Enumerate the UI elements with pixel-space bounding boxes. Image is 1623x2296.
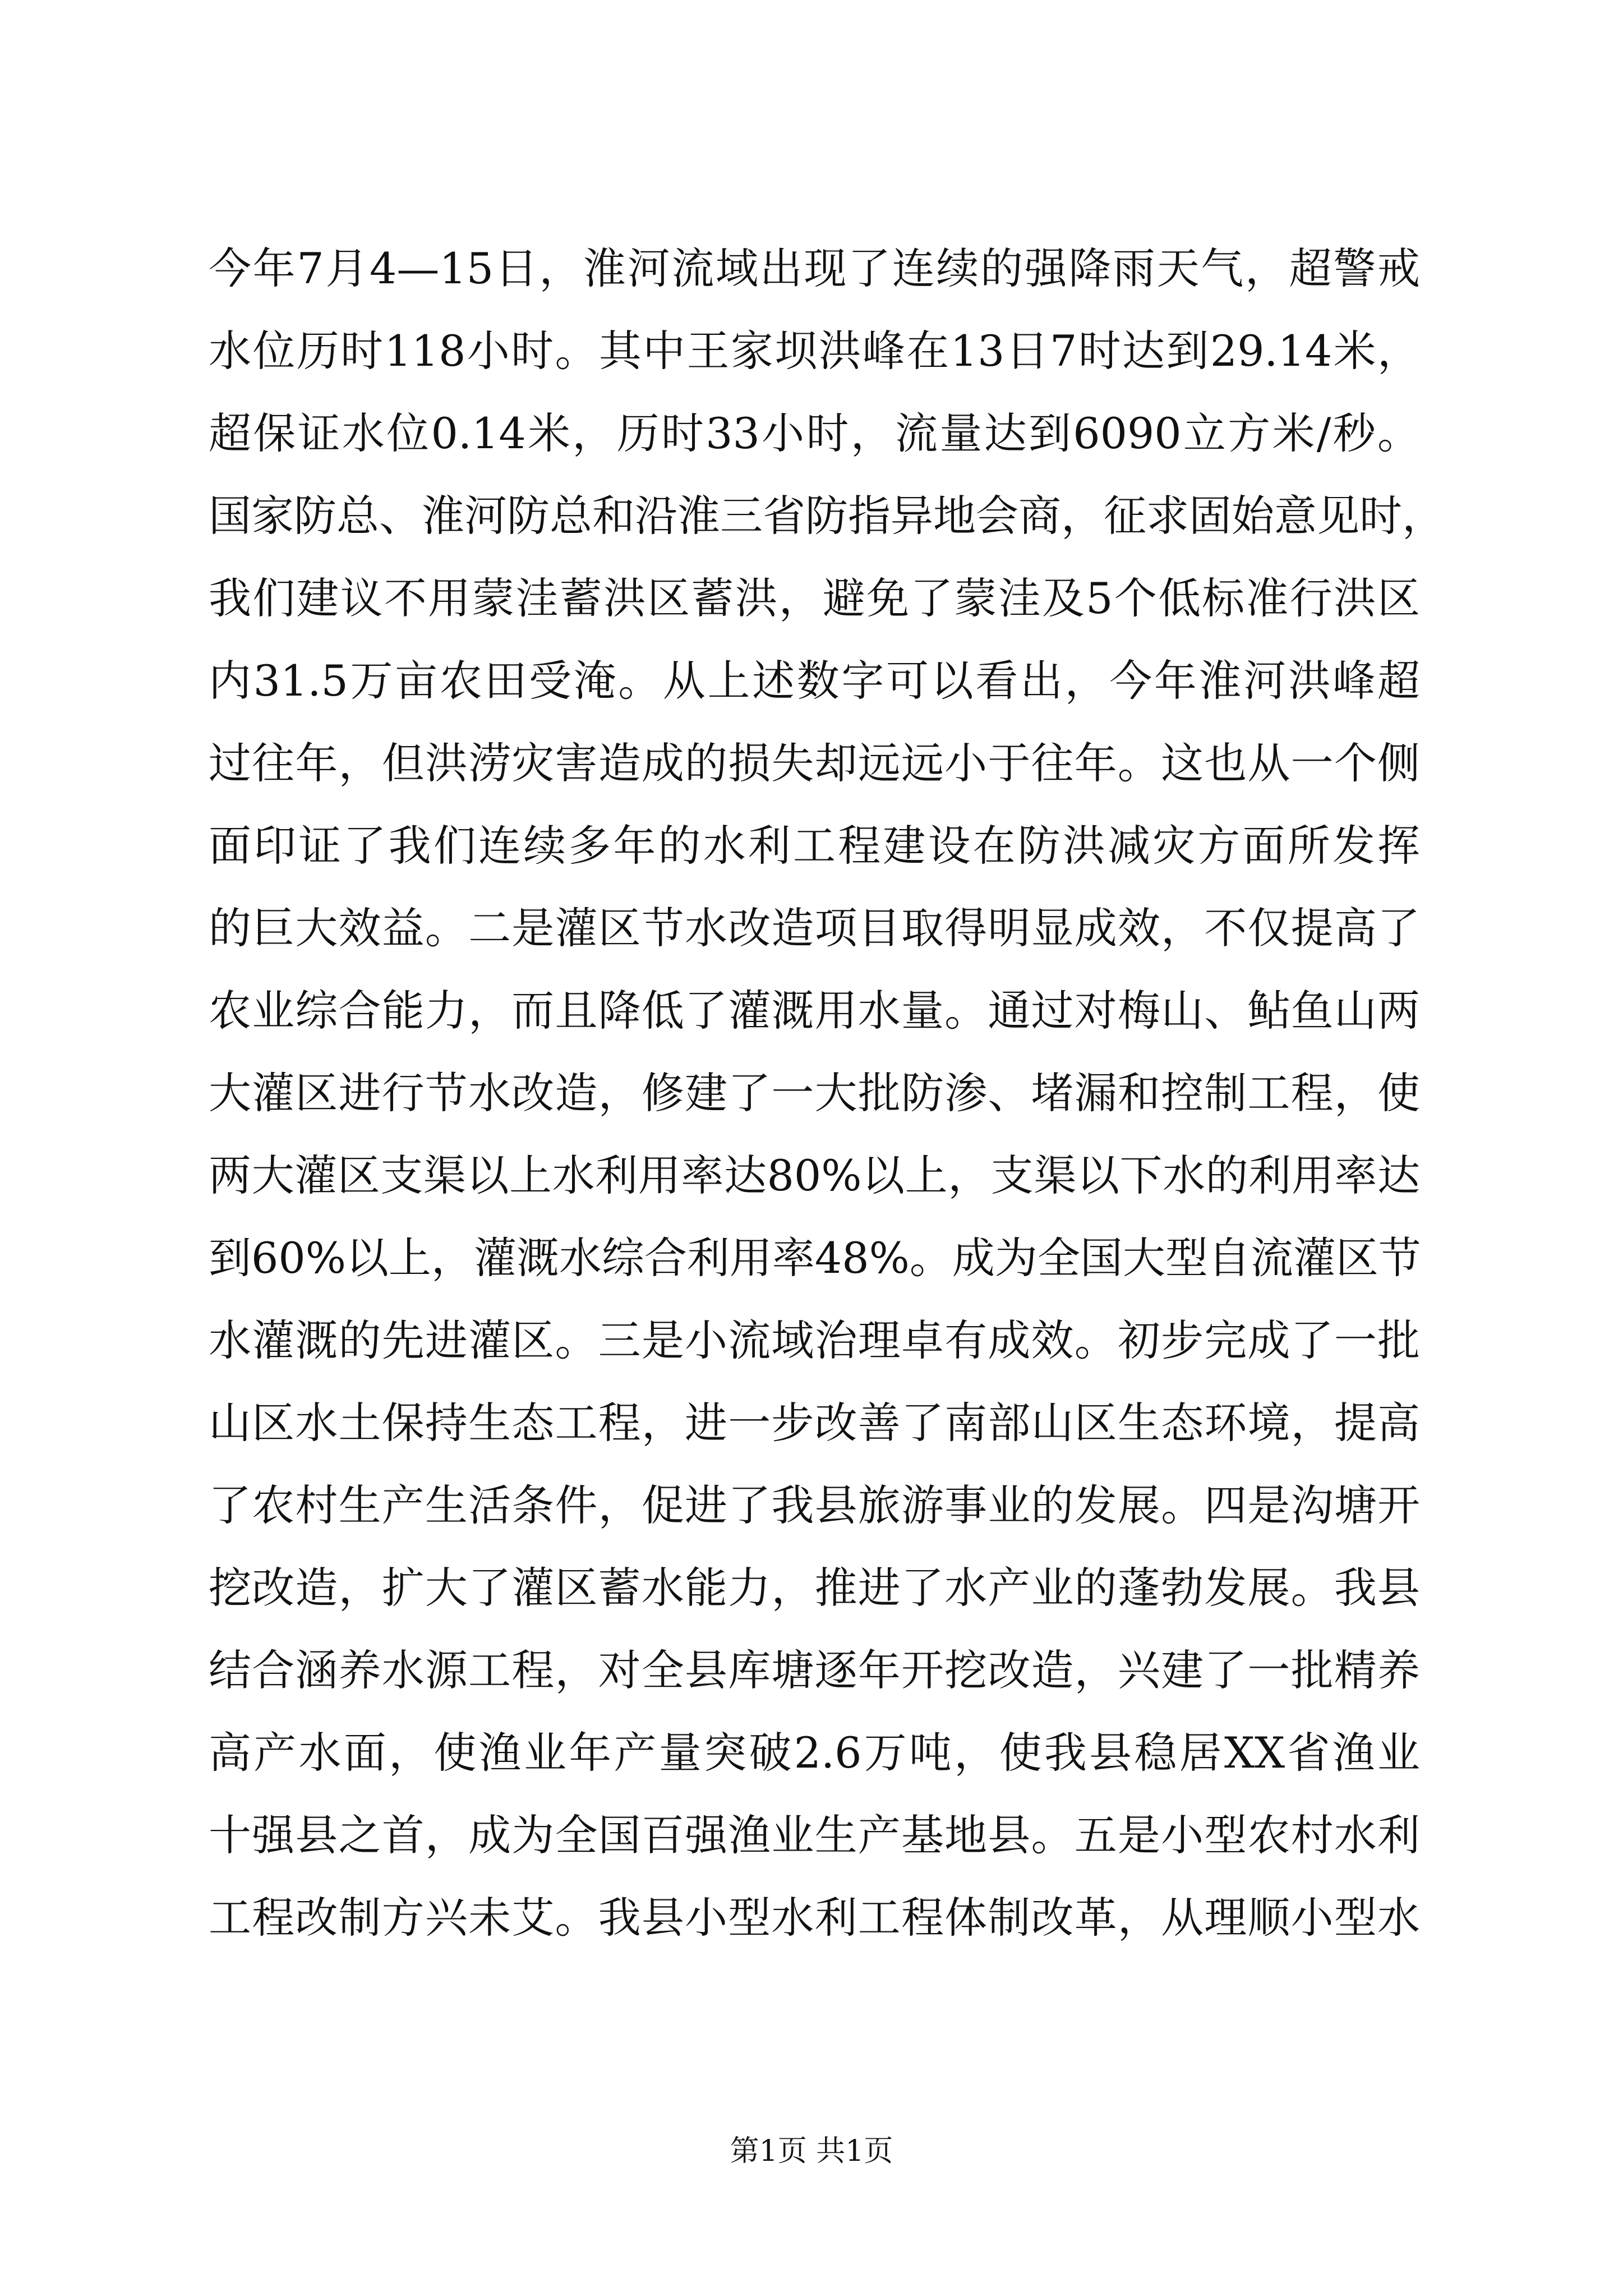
text-line: 高产水面，使渔业年产量突破2.6万吨，使我县稳居XX省渔业	[209, 1728, 1420, 1778]
text-line: 水灌溉的先进灌区。三是小流域治理卓有成效。初步完成了一批	[209, 1315, 1420, 1365]
text-line: 内31.5万亩农田受淹。从上述数字可以看出，今年淮河洪峰超	[209, 656, 1420, 706]
text-line: 过往年，但洪涝灾害造成的损失却远远小于往年。这也从一个侧	[209, 738, 1420, 788]
text-line: 超保证水位0.14米，历时33小时，流量达到6090立方米/秒。	[209, 408, 1420, 458]
text-line: 的巨大效益。二是灌区节水改造项目取得明显成效，不仅提高了	[209, 903, 1420, 953]
text-line: 今年7月4—15日，淮河流域出现了连续的强降雨天气，超警戒	[209, 243, 1420, 293]
text-line: 工程改制方兴未艾。我县小型水利工程体制改革，从理顺小型水	[209, 1893, 1420, 1943]
text-line: 了农村生产生活条件，促进了我县旅游事业的发展。四是沟塘开	[209, 1480, 1420, 1530]
text-line: 山区水土保持生态工程，进一步改善了南部山区生态环境，提高	[209, 1398, 1420, 1448]
text-line: 农业综合能力，而且降低了灌溉用水量。通过对梅山、鲇鱼山两	[209, 986, 1420, 1036]
text-line: 国家防总、淮河防总和沿淮三省防指异地会商，征求固始意见时，	[209, 491, 1445, 541]
text-line: 水位历时118小时。其中王家坝洪峰在13日7时达到29.14米，	[209, 326, 1420, 376]
page-number-footer: 第1页 共1页	[730, 2134, 893, 2168]
text-line: 挖改造，扩大了灌区蓄水能力，推进了水产业的蓬勃发展。我县	[209, 1563, 1420, 1613]
text-line: 结合涵养水源工程，对全县库塘逐年开挖改造，兴建了一批精养	[209, 1645, 1420, 1695]
text-line: 十强县之首，成为全国百强渔业生产基地县。五是小型农村水利	[209, 1810, 1420, 1860]
text-line: 我们建议不用蒙洼蓄洪区蓄洪，避免了蒙洼及5个低标准行洪区	[209, 573, 1420, 623]
body-paragraph	[209, 227, 1445, 1959]
text-line: 到60%以上，灌溉水综合利用率48%。成为全国大型自流灌区节	[209, 1233, 1421, 1283]
text-line: 大灌区进行节水改造，修建了一大批防渗、堵漏和控制工程，使	[209, 1068, 1420, 1118]
text-line: 两大灌区支渠以上水利用率达80%以上，支渠以下水的利用率达	[209, 1151, 1420, 1200]
text-line: 面印证了我们连续多年的水利工程建设在防洪减灾方面所发挥	[209, 821, 1420, 871]
